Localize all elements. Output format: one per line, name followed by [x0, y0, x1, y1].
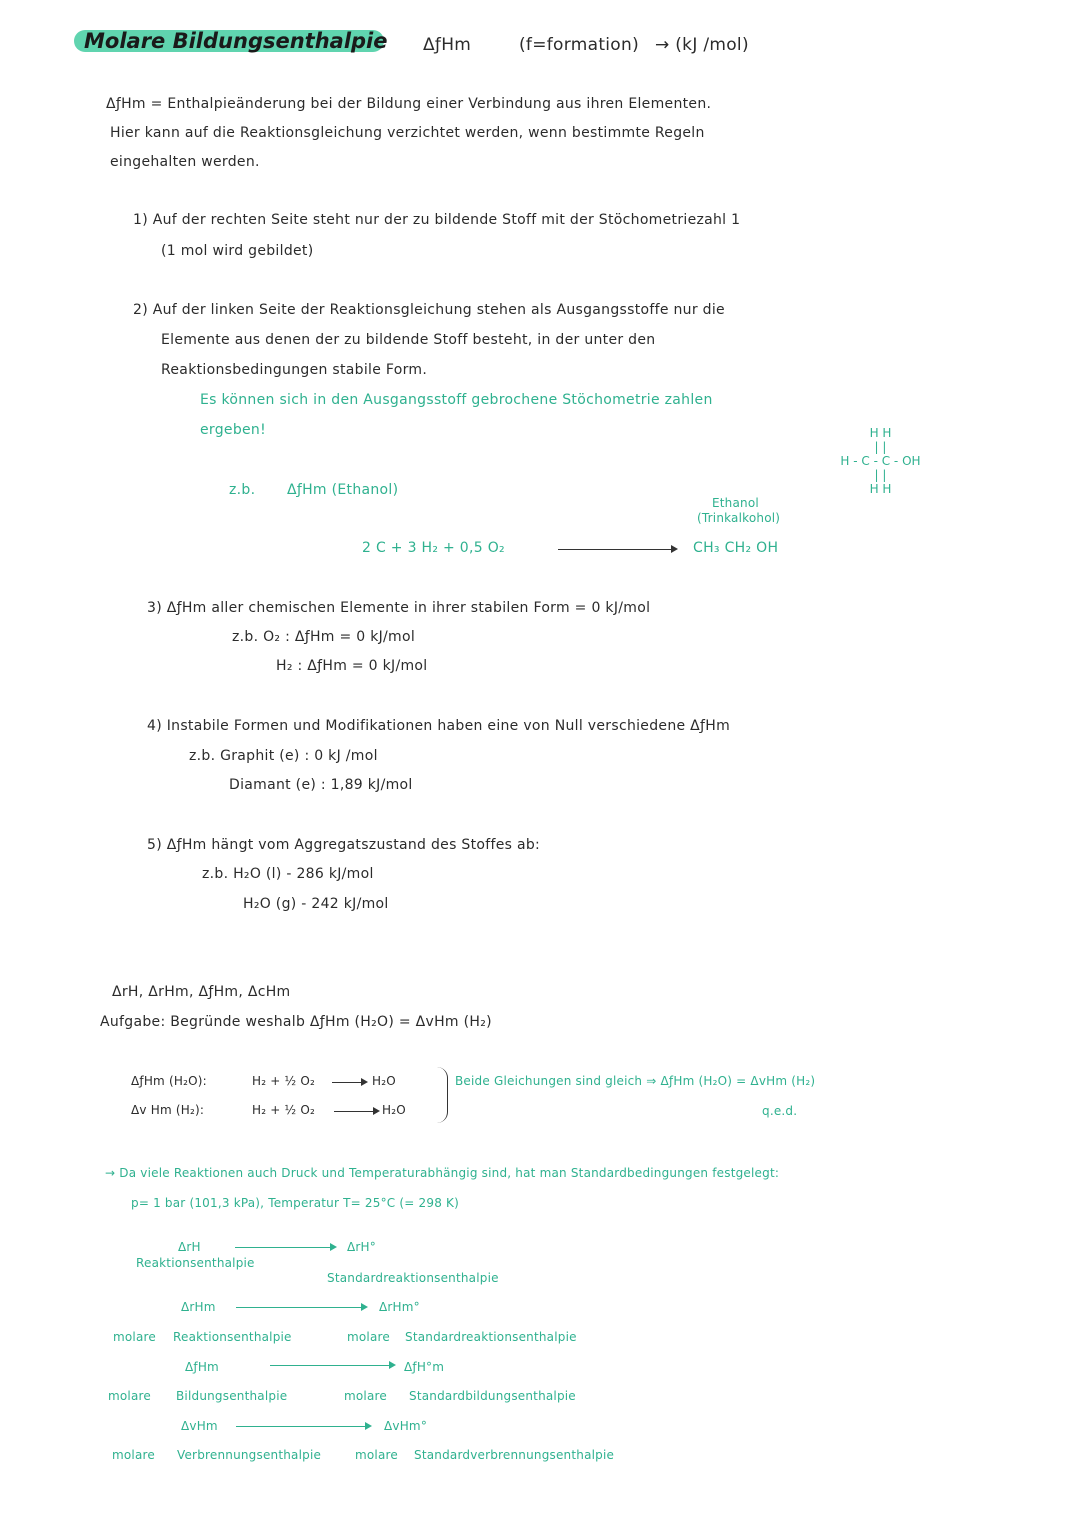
row-3-left-symbol: ΔƒHm: [185, 1360, 219, 1374]
rule-2-line-3: Reaktionsbedingungen stabile Form.: [161, 362, 428, 378]
task-question: Aufgabe: Begründe weshalb ΔƒHm (H₂O) = ΔvHm (H₂): [100, 1014, 492, 1030]
example-label: z.b.: [229, 482, 256, 498]
rule-4-example-1: z.b. Graphit (e) : 0 kJ /mol: [189, 748, 378, 764]
page-title: Molare Bildungsenthalpie: [84, 29, 388, 53]
rule-1-line-2: (1 mol wird gebildet): [161, 243, 314, 259]
task-eq2-label: Δv Hm (H₂):: [131, 1103, 205, 1117]
row-3-arrow: [270, 1365, 394, 1366]
equation-right: CH₃ CH₂ OH: [693, 540, 779, 556]
standard-line-2: p= 1 bar (101,3 kPa), Temperatur T= 25°C (= 298 K): [131, 1196, 460, 1210]
intro-line-1: ΔƒHm = Enthalpieänderung bei der Bildung einer Verbindung aus ihren Elementen.: [106, 96, 712, 112]
row-3-left-name: Bildungsenthalpie: [176, 1389, 288, 1403]
row-4-left-name: Verbrennungsenthalpie: [177, 1448, 322, 1462]
row-2-left-symbol: ΔrHm: [181, 1300, 216, 1314]
task-eq2-left: H₂ + ½ O₂: [252, 1103, 316, 1117]
row-2-right-symbol: ΔrHm°: [379, 1300, 420, 1314]
rule-2-note-2: ergeben!: [200, 422, 267, 438]
rule-5-example-1: z.b. H₂O (l) - 286 kJ/mol: [202, 866, 374, 882]
row-4-right-symbol: ΔvHm°: [384, 1419, 428, 1433]
rule-3-example-2: H₂ : ΔƒHm = 0 kJ/mol: [276, 658, 428, 674]
intro-line-3: eingehalten werden.: [110, 154, 260, 170]
row-2-arrow: [236, 1307, 366, 1308]
row-1-left-symbol: ΔrH: [178, 1240, 201, 1254]
row-1-arrow: [235, 1247, 335, 1248]
rule-2-line-1: 2) Auf der linken Seite der Reaktionsgleichung stehen als Ausgangsstoffe nur die: [133, 302, 725, 318]
ethanol-structure: H H | | H - C - C - OH | | H H: [840, 426, 921, 496]
task-eq1-left: H₂ + ½ O₂: [252, 1074, 316, 1088]
row-1-right-symbol: ΔrH°: [347, 1240, 376, 1254]
task-brace: [437, 1067, 448, 1123]
rule-3-example-1: z.b. O₂ : ΔƒHm = 0 kJ/mol: [232, 629, 416, 645]
rule-4-example-2: Diamant (e) : 1,89 kJ/mol: [229, 777, 413, 793]
row-4-right-name: Standardverbrennungsenthalpie: [414, 1448, 615, 1462]
task-qed: q.e.d.: [762, 1104, 798, 1118]
rule-5-example-2: H₂O (g) - 242 kJ/mol: [243, 896, 389, 912]
equation-left: 2 C + 3 H₂ + 0,5 O₂: [362, 540, 505, 556]
row-4-arrow: [236, 1426, 370, 1427]
ethanol-name: Ethanol: [712, 496, 759, 510]
rule-2-note-1: Es können sich in den Ausgangsstoff gebrochene Stöchometrie zahlen: [200, 392, 713, 408]
header-unit: → (kJ /mol): [655, 35, 749, 55]
row-3-right-prefix: molare: [344, 1389, 387, 1403]
row-4-right-prefix: molare: [355, 1448, 398, 1462]
row-1-right-name: Standardreaktionsenthalpie: [327, 1271, 499, 1285]
rule-4-line-1: 4) Instabile Formen und Modifikationen haben eine von Null verschiedene ΔƒHm: [147, 718, 731, 734]
row-3-left-prefix: molare: [108, 1389, 151, 1403]
rule-3-line-1: 3) ΔƒHm aller chemischen Elemente in ihrer stabilen Form = 0 kJ/mol: [147, 600, 651, 616]
task-eq1-arrow: [332, 1082, 366, 1083]
row-4-left-symbol: ΔvHm: [181, 1419, 218, 1433]
symbols-line: ΔrH, ΔrHm, ΔƒHm, ΔcHm: [112, 984, 291, 1000]
header-formation: (f=formation): [519, 35, 640, 55]
row-4-left-prefix: molare: [112, 1448, 155, 1462]
task-conclusion: Beide Gleichungen sind gleich ⇒ ΔƒHm (H₂O) = ΔvHm (H₂): [455, 1074, 816, 1088]
task-eq2-right: H₂O: [382, 1103, 406, 1117]
row-2-left-prefix: molare: [113, 1330, 156, 1344]
ethanol-alt-name: (Trinkalkohol): [697, 511, 781, 525]
row-1-left-name: Reaktionsenthalpie: [136, 1256, 255, 1270]
standard-line-1: → Da viele Reaktionen auch Druck und Temperaturabhängig sind, hat man Standardbedingungen festgelegt:: [105, 1166, 780, 1180]
row-2-right-name: Standardreaktionsenthalpie: [405, 1330, 577, 1344]
task-eq1-right: H₂O: [372, 1074, 396, 1088]
example-title: ΔƒHm (Ethanol): [287, 482, 399, 498]
rule-5-line-1: 5) ΔƒHm hängt vom Aggregatszustand des Stoffes ab:: [147, 837, 541, 853]
task-eq1-label: ΔƒHm (H₂O):: [131, 1074, 207, 1088]
row-2-right-prefix: molare: [347, 1330, 390, 1344]
header-symbol: ΔƒHm: [423, 35, 472, 55]
row-3-right-name: Standardbildungsenthalpie: [409, 1389, 576, 1403]
rule-1-line-1: 1) Auf der rechten Seite steht nur der zu bildende Stoff mit der Stöchometriezahl 1: [133, 212, 741, 228]
row-3-right-symbol: ΔƒH°m: [404, 1360, 445, 1374]
task-eq2-arrow: [334, 1111, 378, 1112]
rule-2-line-2: Elemente aus denen der zu bildende Stoff besteht, in der unter den: [161, 332, 656, 348]
row-2-left-name: Reaktionsenthalpie: [173, 1330, 292, 1344]
reaction-arrow: [558, 549, 676, 550]
intro-line-2: Hier kann auf die Reaktionsgleichung verzichtet werden, wenn bestimmte Regeln: [110, 125, 705, 141]
